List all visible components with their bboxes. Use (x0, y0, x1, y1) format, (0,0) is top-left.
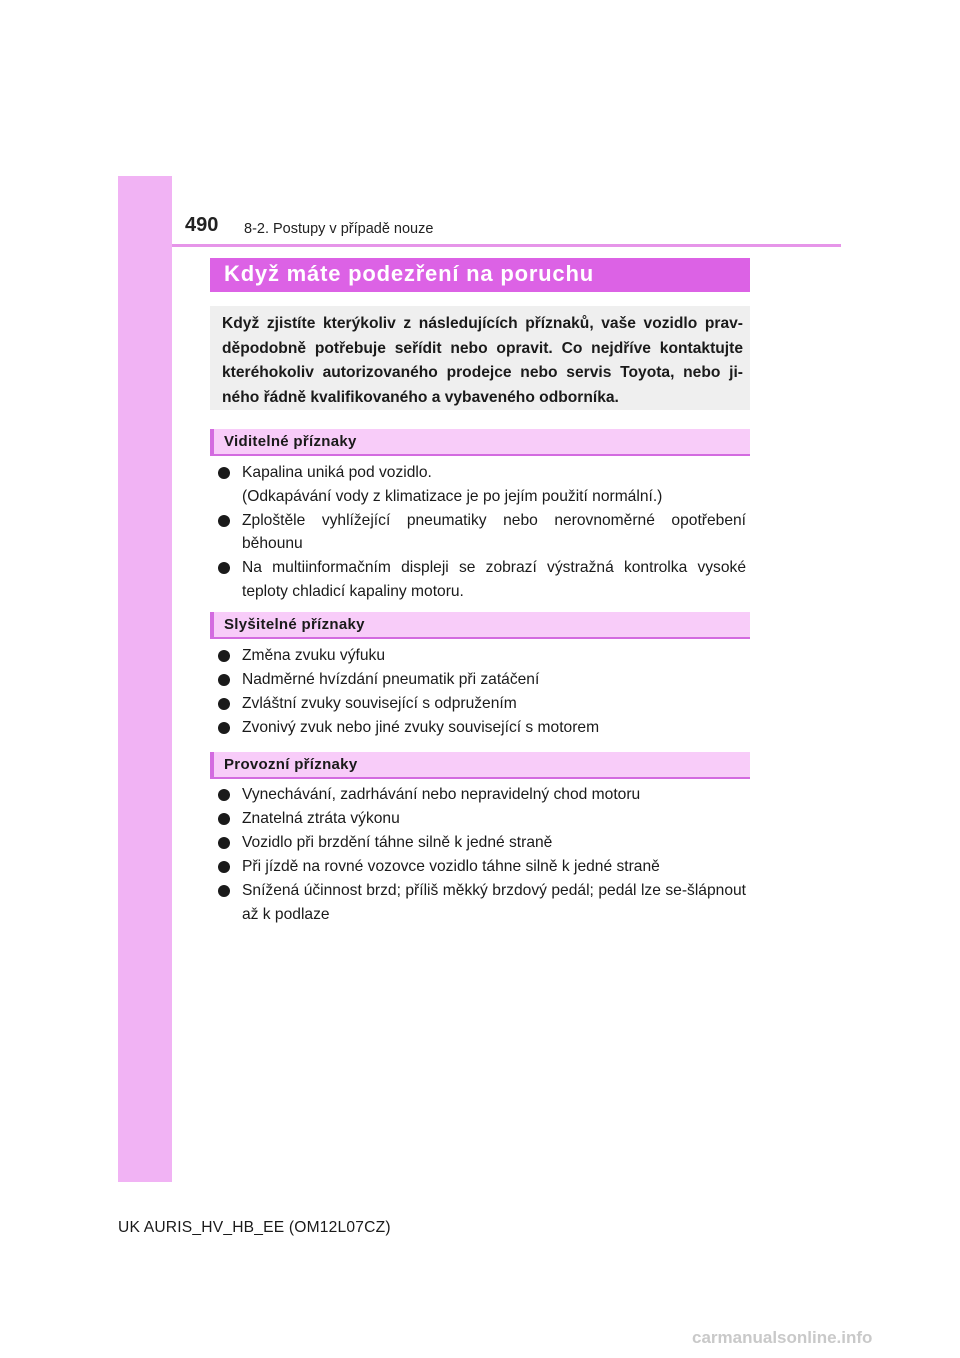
chapter-side-tab (118, 176, 172, 1182)
bullet-icon (218, 650, 230, 662)
list-item-text: Nadměrné hvízdání pneumatik při zatáčení (242, 671, 540, 688)
list-operational-symptoms (214, 783, 746, 927)
list-item (214, 668, 746, 692)
page-title: Když máte podezření na poruchu (224, 261, 594, 286)
list-item (214, 509, 746, 556)
list-item (214, 644, 746, 668)
bullet-icon (218, 698, 230, 710)
watermark: carmanualsonline.info (692, 1328, 873, 1347)
subhead-visible-symptoms (210, 429, 750, 456)
bullet-icon (218, 467, 230, 479)
bullet-icon (218, 861, 230, 873)
intro-text: Když zjistíte kterýkoliv z následujících příznaků, vaše vozidlo prav-děpodobně potřebuje seřídit nebo opravit. Co nejdříve kontaktujte kteréhokoliv autorizovaného prodejce nebo servis Toyota, nebo ji-ného řádně kvalifikovaného a vybaveného odborníka. (222, 315, 743, 406)
bullet-icon (218, 515, 230, 527)
document-footer: UK AURIS_HV_HB_EE (OM12L07CZ) (118, 1219, 391, 1236)
list-item (214, 783, 746, 807)
list-item-text: Zvonivý zvuk nebo jiné zvuky související s motorem (242, 719, 600, 736)
bullet-icon (218, 562, 230, 574)
list-item-text: Zploštěle vyhlížející pneumatiky nebo nerovnoměrné opotřebení běhounu (242, 511, 746, 552)
intro-box (210, 306, 750, 410)
page-number: 490 (185, 214, 219, 236)
subhead-label: Slyšitelné příznaky (224, 616, 365, 633)
list-item-note: (Odkapávání vody z klimatizace je po jejím použití normální.) (242, 487, 663, 505)
page-title-bar (210, 258, 750, 292)
section-path: 8-2. Postupy v případě nouze (244, 221, 434, 237)
list-audible-symptoms (214, 644, 746, 740)
list-item (214, 831, 746, 855)
list-item-text: Zvláštní zvuky související s odpružením (242, 695, 517, 712)
list-item (214, 855, 746, 879)
list-item-text: Změna zvuku výfuku (242, 647, 386, 664)
list-item (214, 556, 746, 603)
bullet-icon (218, 722, 230, 734)
bullet-icon (218, 837, 230, 849)
list-item-text: Znatelná ztráta výkonu (242, 810, 400, 827)
list-item (214, 716, 746, 740)
subhead-label: Provozní příznaky (224, 756, 358, 773)
list-item-text: Vozidlo při brzdění táhne silně k jedné straně (242, 834, 553, 851)
list-item (214, 692, 746, 716)
list-item (214, 807, 746, 831)
bullet-icon (218, 789, 230, 801)
bullet-icon (218, 813, 230, 825)
list-item (214, 879, 746, 926)
bullet-icon (218, 674, 230, 686)
list-visible-symptoms (214, 461, 746, 604)
subhead-audible-symptoms (210, 612, 750, 639)
list-item-text: Na multiinformačním displeji se zobrazí výstražná kontrolka vysoké teploty chladicí kapaliny motoru. (242, 559, 746, 600)
subhead-label: Viditelné příznaky (224, 433, 357, 450)
bullet-icon (218, 885, 230, 897)
subhead-operational-symptoms (210, 752, 750, 779)
list-item-text: Při jízdě na rovné vozovce vozidlo táhne silně k jedné straně (242, 858, 660, 875)
list-item-text: Kapalina uniká pod vozidlo. (242, 464, 432, 481)
list-item-text: Snížená účinnost brzd; příliš měkký brzdový pedál; pedál lze se-šlápnout až k podlaze (242, 882, 746, 923)
list-item (214, 461, 746, 508)
list-item-text: Vynechávání, zadrhávání nebo nepravidelný chod motoru (242, 786, 641, 803)
header-divider (172, 244, 841, 247)
